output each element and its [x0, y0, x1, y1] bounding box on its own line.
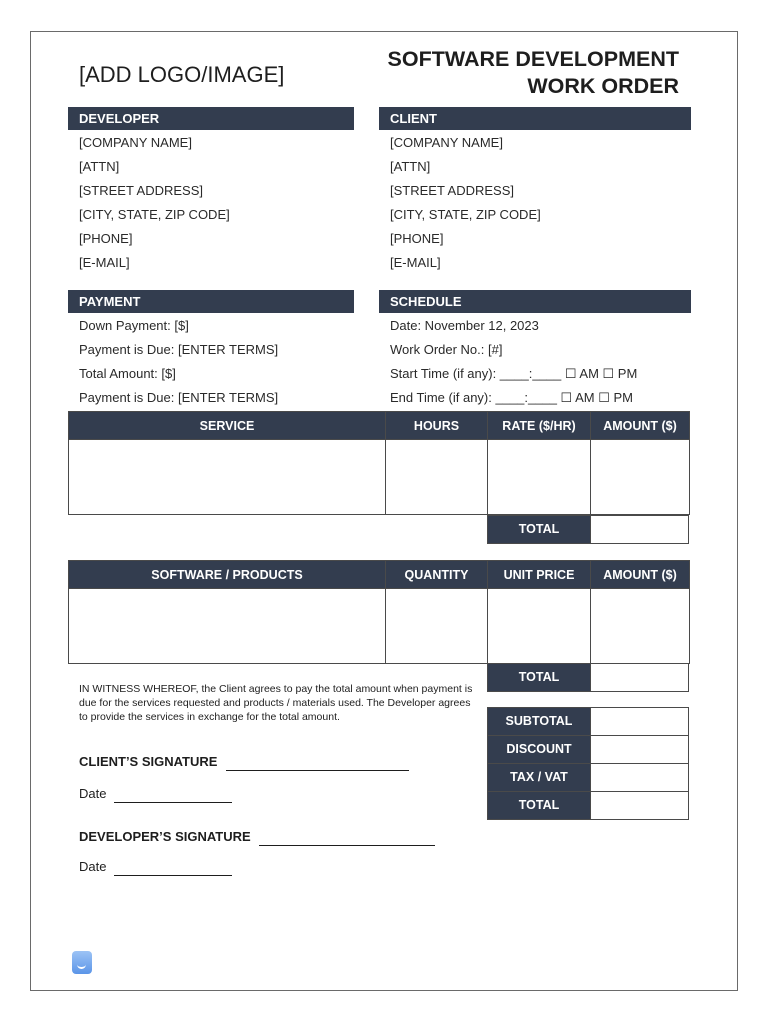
grand-total-value[interactable] [590, 791, 689, 820]
summary-row-total [487, 791, 689, 820]
products-table [68, 560, 690, 664]
product-amount-cell[interactable] [591, 589, 690, 664]
client-heading: CLIENT [379, 107, 691, 130]
hours-cell[interactable] [386, 440, 488, 515]
service-total-label: TOTAL [487, 515, 591, 544]
summary-row-subtotal [487, 707, 689, 736]
date-field[interactable]: Date: November 12, 2023 [390, 318, 539, 333]
client-date-line[interactable] [114, 788, 232, 803]
client-signature-line[interactable] [226, 756, 409, 771]
unit-price-cell[interactable] [488, 589, 591, 664]
developer-signature-line[interactable] [259, 831, 435, 846]
products-total-value[interactable] [590, 663, 689, 692]
quantity-cell[interactable] [386, 589, 488, 664]
amount-cell[interactable] [591, 440, 690, 515]
client-city-field[interactable]: [CITY, STATE, ZIP CODE] [390, 207, 541, 222]
title-line-1: SOFTWARE DEVELOPMENT [387, 47, 679, 71]
developer-signature-label: DEVELOPER’S SIGNATURE [79, 829, 251, 844]
total-amount-field[interactable]: Total Amount: [$] [79, 366, 176, 381]
rate-cell[interactable] [488, 440, 591, 515]
client-date-label: Date [79, 786, 107, 801]
payment-due-field-2[interactable]: Payment is Due: [ENTER TERMS] [79, 390, 279, 405]
summary-row-tax [487, 763, 689, 792]
developer-date-label: Date [79, 859, 107, 874]
developer-signature-row [79, 828, 435, 846]
work-order-number-field[interactable]: Work Order No.: [#] [390, 342, 503, 357]
schedule-heading: SCHEDULE [379, 290, 691, 313]
payment-due-field-1[interactable]: Payment is Due: [ENTER TERMS] [79, 342, 279, 357]
table-row [69, 589, 690, 664]
table-row [69, 440, 690, 515]
subtotal-label: SUBTOTAL [487, 707, 591, 736]
client-date-row [79, 785, 232, 803]
developer-heading: DEVELOPER [68, 107, 354, 130]
client-signature-row [79, 753, 409, 771]
client-company-field[interactable]: [COMPANY NAME] [390, 135, 503, 150]
tax-vat-value[interactable] [590, 763, 689, 792]
hours-header: HOURS [386, 412, 488, 440]
discount-label: DISCOUNT [487, 735, 591, 764]
client-info [390, 131, 541, 275]
schedule-info [390, 314, 637, 410]
amount-header: AMOUNT ($) [591, 412, 690, 440]
client-attn-field[interactable]: [ATTN] [390, 159, 431, 174]
discount-value[interactable] [590, 735, 689, 764]
down-payment-field[interactable]: Down Payment: [$] [79, 318, 189, 333]
client-street-field[interactable]: [STREET ADDRESS] [390, 183, 515, 198]
developer-phone-field[interactable]: [PHONE] [79, 231, 133, 246]
payment-heading: PAYMENT [68, 290, 354, 313]
service-header: SERVICE [69, 412, 386, 440]
developer-street-field[interactable]: [STREET ADDRESS] [79, 183, 204, 198]
unit-price-header: UNIT PRICE [488, 561, 591, 589]
developer-date-row [79, 858, 232, 876]
title-line-2: WORK ORDER [527, 74, 679, 98]
service-table-header [69, 412, 690, 440]
summary-row-discount [487, 735, 689, 764]
product-cell[interactable] [69, 589, 386, 664]
quantity-header: QUANTITY [386, 561, 488, 589]
logo-placeholder[interactable]: [ADD LOGO/IMAGE] [79, 62, 285, 87]
developer-date-line[interactable] [114, 861, 232, 876]
products-total-label: TOTAL [487, 663, 591, 692]
subtotal-value[interactable] [590, 707, 689, 736]
rate-header: RATE ($/HR) [488, 412, 591, 440]
service-total-value[interactable] [590, 515, 689, 544]
service-cell[interactable] [69, 440, 386, 515]
document-title [388, 46, 679, 100]
end-time-field[interactable]: End Time (if any): ____:____ ☐ AM ☐ PM [390, 390, 633, 405]
document-icon[interactable] [72, 951, 92, 974]
service-table [68, 411, 690, 515]
products-header: SOFTWARE / PRODUCTS [69, 561, 386, 589]
grand-total-label: TOTAL [487, 791, 591, 820]
developer-city-field[interactable]: [CITY, STATE, ZIP CODE] [79, 207, 230, 222]
client-email-field[interactable]: [E-MAIL] [390, 255, 441, 270]
developer-email-field[interactable]: [E-MAIL] [79, 255, 130, 270]
tax-vat-label: TAX / VAT [487, 763, 591, 792]
developer-attn-field[interactable]: [ATTN] [79, 159, 120, 174]
developer-info [79, 131, 230, 275]
developer-company-field[interactable]: [COMPANY NAME] [79, 135, 192, 150]
summary-block [487, 707, 689, 820]
payment-info [79, 314, 278, 410]
witness-statement: IN WITNESS WHEREOF, the Client agrees to pay the total amount when payment is due for the services requested and products / materials used. The Developer agrees to provide the services in exchange for the total amount. [79, 683, 473, 723]
start-time-field[interactable]: Start Time (if any): ____:____ ☐ AM ☐ PM [390, 366, 638, 381]
client-signature-label: CLIENT’S SIGNATURE [79, 754, 218, 769]
client-phone-field[interactable]: [PHONE] [390, 231, 444, 246]
products-table-header [69, 561, 690, 589]
products-amount-header: AMOUNT ($) [591, 561, 690, 589]
